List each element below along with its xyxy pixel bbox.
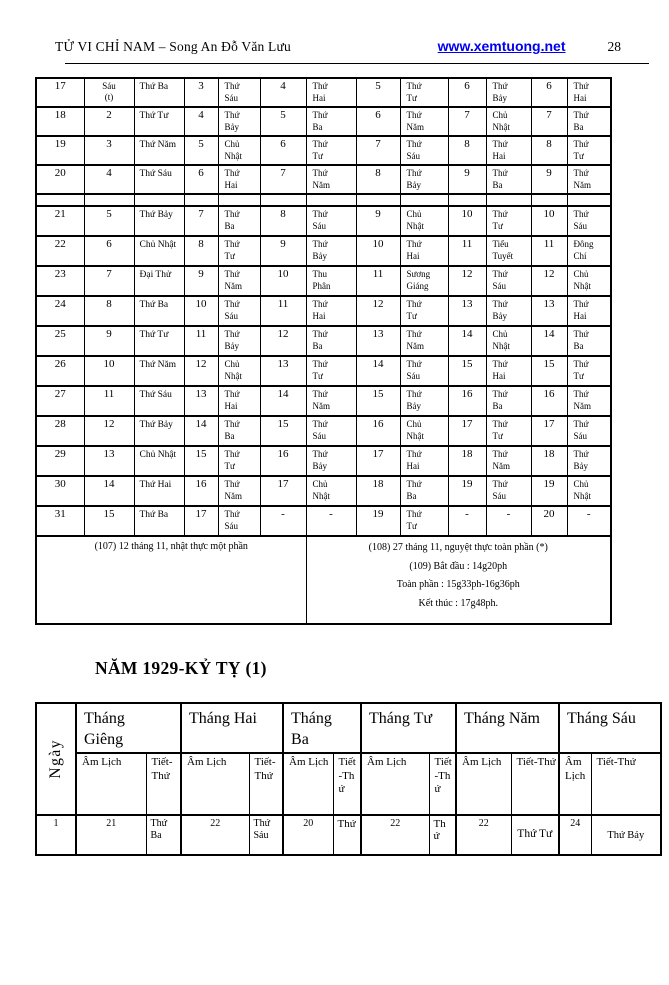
page-number: 28: [607, 39, 621, 54]
spacer-cell: [448, 194, 486, 206]
spacer-cell: [400, 194, 448, 206]
calendar-cell: Chủ Nhật: [134, 446, 184, 476]
footnote-line: Kết thúc : 17g48ph.: [418, 597, 498, 609]
calendar-row: [36, 356, 611, 386]
year-cell: Thứ: [429, 815, 456, 855]
calendar-cell: 6: [84, 236, 134, 266]
calendar-cell: Đại Thử: [134, 266, 184, 296]
document-title: TỬ VI CHỈ NAM – Song An Đỗ Văn Lưu: [55, 39, 291, 54]
calendar-cell: -: [448, 506, 486, 536]
calendar-cell: -: [486, 506, 531, 536]
calendar-cell: Thứ Sáu: [567, 416, 611, 446]
calendar-cell: Sương Giáng: [400, 266, 448, 296]
document-page: [0, 38, 669, 985]
calendar-row: [36, 506, 611, 536]
calendar-cell: 15: [356, 386, 400, 416]
year-cell: Thứ Ba: [146, 815, 181, 855]
calendar-cell: Chủ Nhật: [567, 266, 611, 296]
calendar-cell: 7: [531, 107, 567, 136]
calendar-cell: Thứ Sáu: [134, 386, 184, 416]
calendar-cell: Thứ Tư: [218, 446, 260, 476]
day-number-cell: 19: [36, 136, 84, 165]
calendar-cell: 7: [356, 136, 400, 165]
day-number-cell: 25: [36, 326, 84, 356]
calendar-cell: 15: [184, 446, 218, 476]
calendar-cell: Thứ Ba: [567, 107, 611, 136]
calendar-cell: 10: [531, 206, 567, 236]
calendar-cell: 10: [260, 266, 306, 296]
calendar-cell: 17: [448, 416, 486, 446]
day-number-cell: 27: [36, 386, 84, 416]
calendar-cell: 8: [531, 136, 567, 165]
year-subheader-row: [36, 753, 661, 815]
calendar-cell: 11: [448, 236, 486, 266]
calendar-cell: Thứ Bảy: [134, 416, 184, 446]
calendar-cell: 11: [260, 296, 306, 326]
day-cell: 1: [36, 815, 76, 855]
calendar-cell: 9: [84, 326, 134, 356]
calendar-cell: Thứ Sáu: [134, 165, 184, 194]
calendar-cell: Chủ Nhật: [218, 356, 260, 386]
calendar-cell: 11: [356, 266, 400, 296]
calendar-cell: 9: [356, 206, 400, 236]
calendar-cell: 17: [531, 416, 567, 446]
calendar-cell: Thứ Ba: [134, 296, 184, 326]
calendar-cell: 5: [84, 206, 134, 236]
calendar-cell: 4: [84, 165, 134, 194]
calendar-cell: Thứ Tư: [400, 78, 448, 107]
calendar-cell: 8: [260, 206, 306, 236]
subheader-tiet-thu: Tiết-Thứ: [249, 753, 283, 815]
calendar-cell: Thứ Bảy: [134, 206, 184, 236]
day-column-label: Ngày: [47, 739, 64, 779]
day-number-cell: 23: [36, 266, 84, 296]
calendar-cell: 10: [356, 236, 400, 266]
spacer-cell: [306, 194, 356, 206]
calendar-cell: Thứ Tư: [486, 416, 531, 446]
month-header: Tháng Sáu: [559, 703, 661, 753]
calendar-cell: Thứ Bảy: [306, 236, 356, 266]
calendar-cell: 13: [184, 386, 218, 416]
spacer-cell: [531, 194, 567, 206]
calendar-cell: 14: [260, 386, 306, 416]
year-cell: 22: [181, 815, 249, 855]
subheader-am-lich: Âm Lịch: [361, 753, 429, 815]
footnote-line: (108) 27 tháng 11, nguyệt thực toàn phần (*): [368, 542, 548, 553]
day-number-cell: 22: [36, 236, 84, 266]
day-number-cell: 29: [36, 446, 84, 476]
footnote-right: [306, 536, 611, 624]
subheader-am-lich: Âm Lịch: [559, 753, 591, 815]
calendar-cell: 12: [448, 266, 486, 296]
calendar-cell: Thứ Ba: [306, 107, 356, 136]
spacer-cell: [134, 194, 184, 206]
calendar-cell: Đông Chí: [567, 236, 611, 266]
calendar-cell: 18: [356, 476, 400, 506]
calendar-cell: Thứ Tư: [218, 236, 260, 266]
calendar-cell: 17: [184, 506, 218, 536]
subheader-tiet-thu: Tiết-Thứ: [511, 753, 559, 815]
calendar-cell: Thứ Tư: [306, 356, 356, 386]
calendar-cell: Thứ Bảy: [218, 107, 260, 136]
calendar-cell: 16: [356, 416, 400, 446]
calendar-cell: Thứ Sáu: [306, 206, 356, 236]
calendar-cell: 14: [84, 476, 134, 506]
calendar-cell: Thứ Ba: [400, 476, 448, 506]
subheader-am-lich: Âm Lịch: [181, 753, 249, 815]
calendar-cell: Thứ Hai: [567, 78, 611, 107]
calendar-cell: Thu Phân: [306, 266, 356, 296]
calendar-cell: 18: [448, 446, 486, 476]
year-cell: 24: [559, 815, 591, 855]
calendar-row: [36, 107, 611, 136]
calendar-cell: Thứ Tư: [567, 136, 611, 165]
calendar-cell: 4: [184, 107, 218, 136]
calendar-cell: Thứ Hai: [567, 296, 611, 326]
calendar-cell: Thứ Hai: [486, 136, 531, 165]
footnote-left: (107) 12 tháng 11, nhật thực một phần: [36, 536, 306, 624]
calendar-cell: 7: [448, 107, 486, 136]
calendar-cell: -: [306, 506, 356, 536]
calendar-row: [36, 136, 611, 165]
calendar-cell: 10: [448, 206, 486, 236]
month-header: Tháng Tư: [361, 703, 456, 753]
day-number-cell: 30: [36, 476, 84, 506]
day-number-cell: 28: [36, 416, 84, 446]
calendar-cell: 8: [184, 236, 218, 266]
year-cell: 22: [361, 815, 429, 855]
calendar-cell: 6: [356, 107, 400, 136]
subheader-tiet-thu: Tiết-Thứ: [591, 753, 661, 815]
calendar-cell: Thứ Sáu: [218, 78, 260, 107]
calendar-cell: 19: [448, 476, 486, 506]
calendar-cell: Thứ Năm: [218, 266, 260, 296]
spacer-row: [36, 194, 611, 206]
calendar-cell: 10: [84, 356, 134, 386]
calendar-cell: Thứ Sáu: [400, 356, 448, 386]
calendar-cell: 3: [84, 136, 134, 165]
calendar-cell: Thứ Ba: [486, 165, 531, 194]
calendar-cell: Thứ Năm: [306, 386, 356, 416]
calendar-cell: 12: [84, 416, 134, 446]
calendar-cell: Thứ Bảy: [567, 446, 611, 476]
year-table: [35, 702, 662, 856]
calendar-cell: Thứ Tư: [134, 326, 184, 356]
calendar-cell: Thứ Hai: [218, 165, 260, 194]
calendar-cell: Thứ Tư: [134, 107, 184, 136]
calendar-cell: Thứ Năm: [134, 356, 184, 386]
calendar-row: [36, 236, 611, 266]
year-cell: Thứ Tư: [511, 815, 559, 855]
subheader-am-lich: Âm Lịch: [76, 753, 146, 815]
calendar-cell: 16: [448, 386, 486, 416]
calendar-cell: 13: [356, 326, 400, 356]
calendar-cell: Thứ Bảy: [306, 446, 356, 476]
page-header: [55, 38, 639, 55]
calendar-cell: Chủ Nhật: [218, 136, 260, 165]
calendar-cell: 6: [448, 78, 486, 107]
calendar-cell: Thứ Ba: [567, 326, 611, 356]
calendar-cell: 16: [260, 446, 306, 476]
calendar-cell: 6: [260, 136, 306, 165]
spacer-cell: [184, 194, 218, 206]
calendar-table: [35, 77, 612, 625]
calendar-cell: 3: [184, 78, 218, 107]
calendar-cell: 16: [531, 386, 567, 416]
calendar-cell: 6: [531, 78, 567, 107]
calendar-cell: 5: [260, 107, 306, 136]
year-data-row: [36, 815, 661, 855]
subheader-tiet-thu: Tiết-Thứ: [333, 753, 361, 815]
calendar-cell: Thứ Sáu: [486, 476, 531, 506]
calendar-row: [36, 165, 611, 194]
calendar-cell: Thứ Tư: [306, 136, 356, 165]
calendar-cell: Thứ Hai: [400, 236, 448, 266]
footnote-row: [36, 536, 611, 624]
spacer-cell: [218, 194, 260, 206]
day-column-header: [36, 703, 76, 815]
subheader-am-lich: Âm Lịch: [456, 753, 511, 815]
calendar-cell: 15: [260, 416, 306, 446]
spacer-cell: [567, 194, 611, 206]
calendar-cell: Thứ Hai: [306, 296, 356, 326]
calendar-cell: Chủ Nhật: [134, 236, 184, 266]
day-number-cell: 20: [36, 165, 84, 194]
calendar-cell: 4: [260, 78, 306, 107]
calendar-cell: 2: [84, 107, 134, 136]
year-cell: 21: [76, 815, 146, 855]
calendar-cell: Thứ Tư: [400, 296, 448, 326]
subheader-tiet-thu: Tiết-Thứ: [429, 753, 456, 815]
calendar-cell: 12: [260, 326, 306, 356]
calendar-cell: 7: [260, 165, 306, 194]
calendar-cell: 14: [448, 326, 486, 356]
year-cell: 20: [283, 815, 333, 855]
calendar-cell: Thứ Ba: [134, 78, 184, 107]
calendar-cell: 11: [531, 236, 567, 266]
calendar-footnotes: [36, 536, 611, 624]
calendar-cell: 15: [84, 506, 134, 536]
spacer-cell: [84, 194, 134, 206]
year-cell: Thứ Sáu: [249, 815, 283, 855]
calendar-cell: 9: [184, 266, 218, 296]
calendar-row: [36, 476, 611, 506]
calendar-cell: 12: [531, 266, 567, 296]
year-cell: Thứ Bảy: [591, 815, 661, 855]
calendar-cell: 5: [184, 136, 218, 165]
calendar-cell: Thứ Bảy: [486, 78, 531, 107]
calendar-cell: 13: [448, 296, 486, 326]
calendar-cell: Thứ Năm: [400, 326, 448, 356]
year-heading: NĂM 1929-KỶ TỴ (1): [95, 658, 267, 678]
calendar-cell: Thứ Hai: [134, 476, 184, 506]
calendar-cell: Thứ Tư: [567, 356, 611, 386]
subheader-tiet-thu: Tiết-Thứ: [146, 753, 181, 815]
calendar-cell: Thứ Hai: [400, 446, 448, 476]
calendar-cell: 7: [84, 266, 134, 296]
calendar-row: [36, 446, 611, 476]
calendar-cell: 19: [531, 476, 567, 506]
calendar-cell: 11: [84, 386, 134, 416]
calendar-cell: 8: [448, 136, 486, 165]
calendar-row: [36, 266, 611, 296]
calendar-cell: Thứ Năm: [486, 446, 531, 476]
calendar-cell: Thứ Bảy: [400, 165, 448, 194]
calendar-cell: Chủ Nhật: [400, 416, 448, 446]
day-number-cell: 18: [36, 107, 84, 136]
day-number-cell: 21: [36, 206, 84, 236]
calendar-cell: Thứ Năm: [400, 107, 448, 136]
calendar-cell: Thứ Sáu: [306, 416, 356, 446]
calendar-cell: 18: [531, 446, 567, 476]
calendar-cell: Thứ Bảy: [218, 326, 260, 356]
calendar-cell: Thứ Năm: [567, 386, 611, 416]
spacer-cell: [486, 194, 531, 206]
calendar-cell: Chủ Nhật: [400, 206, 448, 236]
calendar-cell: 17: [260, 476, 306, 506]
calendar-cell: Thứ Hai: [218, 386, 260, 416]
spacer-cell: [260, 194, 306, 206]
calendar-cell: Thứ Năm: [306, 165, 356, 194]
calendar-cell: Thứ Bảy: [486, 296, 531, 326]
day-number-cell: 26: [36, 356, 84, 386]
footnote-line: Toàn phần : 15g33ph-16g36ph: [396, 579, 520, 590]
calendar-cell: 8: [356, 165, 400, 194]
calendar-cell: Thứ Năm: [218, 476, 260, 506]
calendar-cell: Chủ Nhật: [486, 107, 531, 136]
calendar-cell: Thứ Sáu: [400, 136, 448, 165]
calendar-row: [36, 416, 611, 446]
day-number-cell: 31: [36, 506, 84, 536]
calendar-cell: Thứ Sáu: [567, 206, 611, 236]
year-month-header-row: [36, 703, 661, 753]
calendar-cell: 17: [356, 446, 400, 476]
calendar-cell: 13: [84, 446, 134, 476]
calendar-cell: Thứ Ba: [134, 506, 184, 536]
month-header: Tháng Hai: [181, 703, 283, 753]
calendar-cell: Chủ Nhật: [486, 326, 531, 356]
month-header: Tháng Giêng: [76, 703, 181, 753]
calendar-cell: 12: [356, 296, 400, 326]
day-number-cell: 24: [36, 296, 84, 326]
calendar-cell: 12: [184, 356, 218, 386]
calendar-row: [36, 326, 611, 356]
calendar-cell: -: [567, 506, 611, 536]
calendar-cell: Tiểu Tuyết: [486, 236, 531, 266]
footnote-line: (109) Bắt đầu : 14g20ph: [409, 560, 508, 572]
calendar-cell: 15: [531, 356, 567, 386]
calendar-cell: Thứ Ba: [306, 326, 356, 356]
calendar-table-body: [36, 78, 611, 536]
subheader-am-lich: Âm Lịch: [283, 753, 333, 815]
calendar-cell: 11: [184, 326, 218, 356]
calendar-cell: 8: [84, 296, 134, 326]
year-cell: Thứ: [333, 815, 361, 855]
calendar-cell: 13: [531, 296, 567, 326]
calendar-row: [36, 206, 611, 236]
calendar-row: [36, 386, 611, 416]
calendar-cell: Thứ Ba: [218, 416, 260, 446]
calendar-cell: Sáu (t): [84, 78, 134, 107]
calendar-cell: Thứ Ba: [218, 206, 260, 236]
header-rule: [65, 63, 649, 64]
calendar-cell: 6: [184, 165, 218, 194]
month-header: Tháng Ba: [283, 703, 361, 753]
calendar-cell: Thứ Sáu: [486, 266, 531, 296]
calendar-cell: 15: [448, 356, 486, 386]
calendar-cell: 9: [260, 236, 306, 266]
calendar-cell: Chủ Nhật: [567, 476, 611, 506]
calendar-cell: Thứ Tư: [486, 206, 531, 236]
calendar-cell: Thứ Hai: [306, 78, 356, 107]
calendar-cell: -: [260, 506, 306, 536]
spacer-cell: [36, 194, 84, 206]
calendar-cell: Thứ Sáu: [218, 506, 260, 536]
calendar-cell: 20: [531, 506, 567, 536]
calendar-cell: Thứ Ba: [486, 386, 531, 416]
calendar-cell: Thứ Sáu: [218, 296, 260, 326]
calendar-cell: 16: [184, 476, 218, 506]
year-cell: 22: [456, 815, 511, 855]
calendar-cell: 10: [184, 296, 218, 326]
calendar-cell: Thứ Năm: [567, 165, 611, 194]
calendar-cell: Thứ Năm: [134, 136, 184, 165]
calendar-cell: 9: [531, 165, 567, 194]
calendar-cell: Thứ Hai: [486, 356, 531, 386]
calendar-cell: 9: [448, 165, 486, 194]
calendar-row: [36, 78, 611, 107]
calendar-cell: 7: [184, 206, 218, 236]
calendar-cell: Chủ Nhật: [306, 476, 356, 506]
year-table-body: [36, 703, 661, 855]
day-number-cell: 17: [36, 78, 84, 107]
website-link[interactable]: www.xemtuong.net: [437, 38, 566, 54]
calendar-cell: 13: [260, 356, 306, 386]
calendar-cell: 5: [356, 78, 400, 107]
spacer-cell: [356, 194, 400, 206]
calendar-cell: Thứ Bảy: [400, 386, 448, 416]
calendar-cell: 19: [356, 506, 400, 536]
calendar-cell: Thứ Tư: [400, 506, 448, 536]
calendar-cell: 14: [356, 356, 400, 386]
calendar-cell: 14: [531, 326, 567, 356]
calendar-cell: 14: [184, 416, 218, 446]
month-header: Tháng Năm: [456, 703, 559, 753]
calendar-row: [36, 296, 611, 326]
